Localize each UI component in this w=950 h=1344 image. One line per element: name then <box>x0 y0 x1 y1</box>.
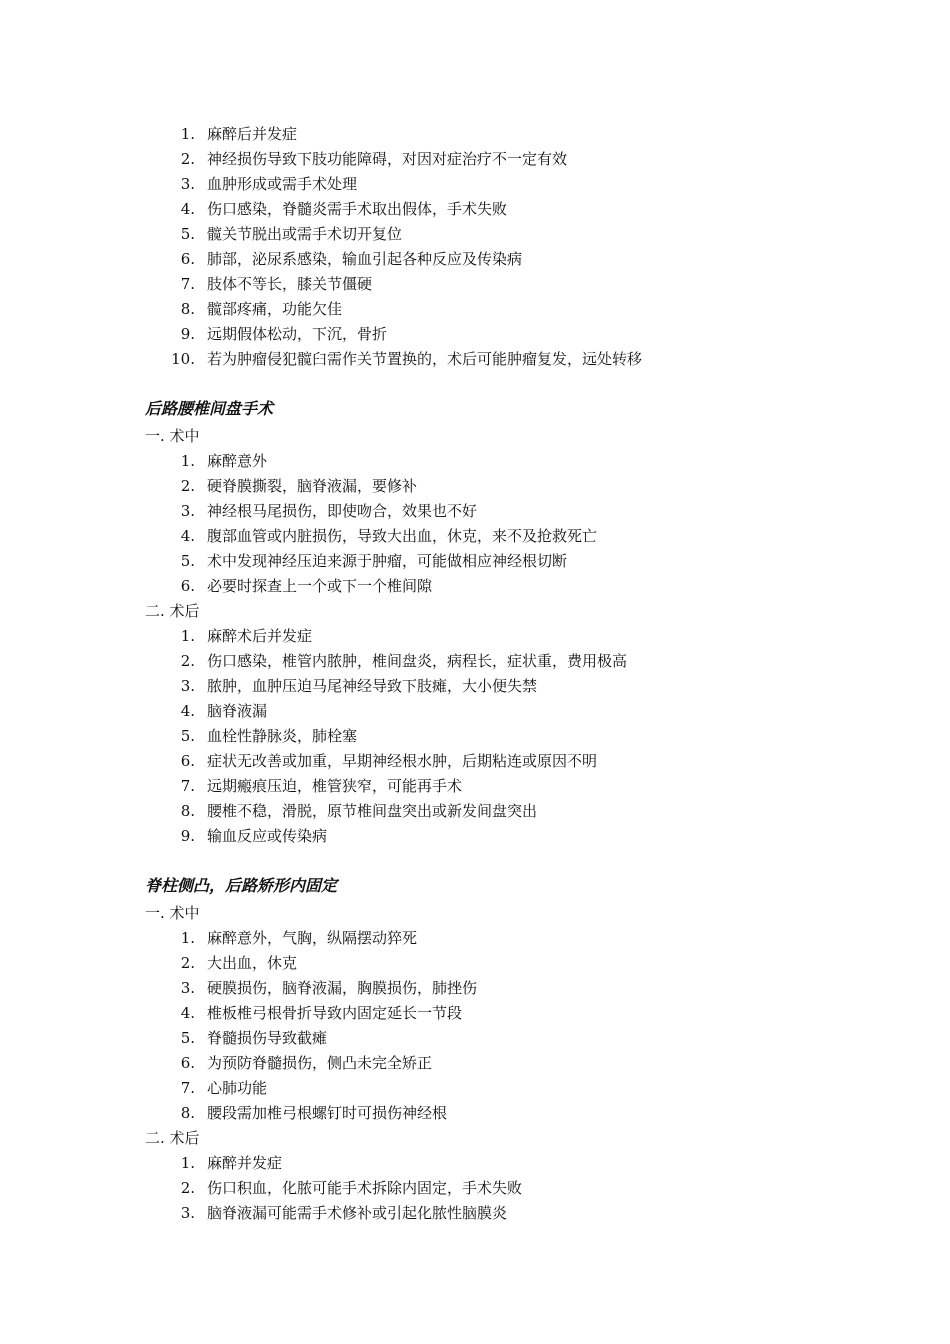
list-item: 1. 麻醉术后并发症 <box>180 627 313 645</box>
list-item: 3. 血肿形成或需手术处理 <box>180 175 358 193</box>
list-item: 8. 髋部疼痛，功能欠佳 <box>180 300 343 318</box>
list-item: 1. 麻醉并发症 <box>180 1154 283 1172</box>
list-item: 3. 硬膜损伤，脑脊液漏，胸膜损伤，肺挫伤 <box>180 979 478 997</box>
list-item: 9. 输血反应或传染病 <box>180 827 328 845</box>
list-item: 4. 脑脊液漏 <box>180 702 268 720</box>
hip-complications-list <box>0 122 950 372</box>
scoliosis-post-list <box>0 1151 950 1226</box>
list-item: 1. 麻醉意外，气胸，纵隔摆动猝死 <box>180 929 418 947</box>
list-item: 7. 心肺功能 <box>180 1079 268 1097</box>
list-item: 3. 脑脊液漏可能需手术修补或引起化脓性脑膜炎 <box>180 1204 508 1222</box>
section-heading-lumbar: 后路腰椎间盘手术 <box>145 399 274 418</box>
list-item: 6. 必要时探查上一个或下一个椎间隙 <box>180 577 433 595</box>
list-item: 2. 伤口感染，椎管内脓肿，椎间盘炎，病程长，症状重，费用极高 <box>180 652 628 670</box>
list-item: 5. 术中发现神经压迫来源于肿瘤，可能做相应神经根切断 <box>180 552 568 570</box>
subheading-intraoperative: 一. 术中 <box>145 427 200 445</box>
list-item: 2. 大出血，休克 <box>180 954 298 972</box>
lumbar-post-list <box>0 624 950 849</box>
list-item: 6. 症状无改善或加重，早期神经根水肿，后期粘连或原因不明 <box>180 752 598 770</box>
subheading-intraoperative: 一. 术中 <box>145 904 200 922</box>
scoliosis-intra-list <box>0 926 950 1126</box>
list-item: 10. 若为肿瘤侵犯髋臼需作关节置换的，术后可能肿瘤复发，远处转移 <box>171 350 643 368</box>
list-item: 9. 远期假体松动，下沉，骨折 <box>180 325 388 343</box>
list-item: 6. 为预防脊髓损伤，侧凸未完全矫正 <box>180 1054 433 1072</box>
list-item: 2. 硬脊膜撕裂，脑脊液漏，要修补 <box>180 477 418 495</box>
list-item: 5. 脊髓损伤导致截瘫 <box>180 1029 328 1047</box>
list-item: 1. 麻醉后并发症 <box>180 125 298 143</box>
list-item: 5. 血栓性静脉炎，肺栓塞 <box>180 727 358 745</box>
lumbar-intra-list <box>0 449 950 599</box>
document-page <box>0 122 950 1226</box>
list-item: 5. 髋关节脱出或需手术切开复位 <box>180 225 403 243</box>
list-item: 1. 麻醉意外 <box>180 452 268 470</box>
list-item: 8. 腰段需加椎弓根螺钉时可损伤神经根 <box>180 1104 448 1122</box>
subheading-postoperative: 二. 术后 <box>145 1129 200 1147</box>
list-item: 7. 远期瘢痕压迫，椎管狭窄，可能再手术 <box>180 777 463 795</box>
list-item: 4. 椎板椎弓根骨折导致内固定延长一节段 <box>180 1004 463 1022</box>
list-item: 7. 肢体不等长，膝关节僵硬 <box>180 275 373 293</box>
list-item: 8. 腰椎不稳，滑脱，原节椎间盘突出或新发间盘突出 <box>180 802 538 820</box>
list-item: 4. 伤口感染，脊髓炎需手术取出假体，手术失败 <box>180 200 508 218</box>
list-item: 6. 肺部，泌尿系感染，输血引起各种反应及传染病 <box>180 250 523 268</box>
list-item: 3. 神经根马尾损伤，即使吻合，效果也不好 <box>180 502 478 520</box>
list-item: 4. 腹部血管或内脏损伤，导致大出血，休克，来不及抢救死亡 <box>180 527 598 545</box>
list-item: 3. 脓肿，血肿压迫马尾神经导致下肢瘫，大小便失禁 <box>180 677 538 695</box>
list-item: 2. 伤口积血，化脓可能手术拆除内固定，手术失败 <box>180 1179 523 1197</box>
list-item: 2. 神经损伤导致下肢功能障碍，对因对症治疗不一定有效 <box>180 150 568 168</box>
section-heading-scoliosis: 脊柱侧凸，后路矫形内固定 <box>145 876 338 895</box>
subheading-postoperative: 二. 术后 <box>145 602 200 620</box>
